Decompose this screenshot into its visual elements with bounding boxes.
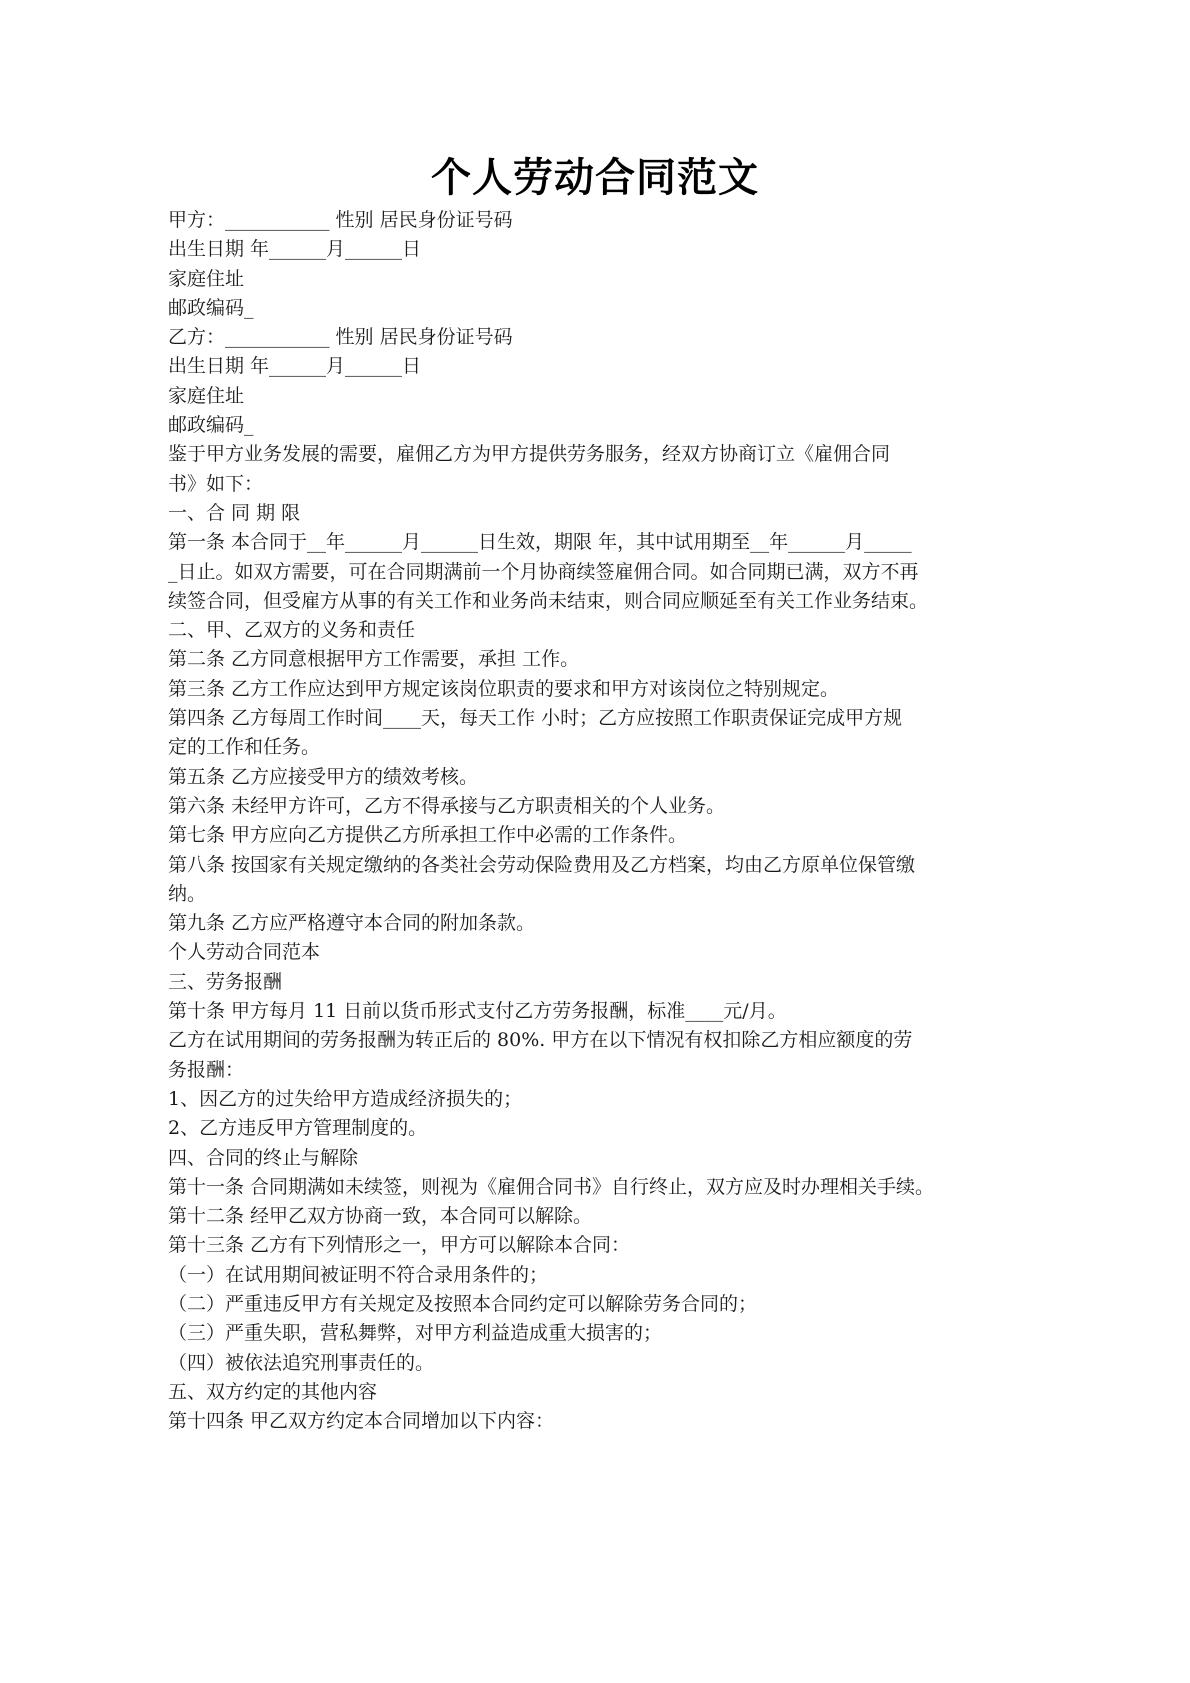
party-a-address: 家庭住址 bbox=[168, 267, 245, 290]
article-line: 第四条 乙方每周工作时间____天，每天工作 小时；乙方应按照工作职责保证完成甲方规 bbox=[168, 707, 903, 730]
party-a-birthdate: 出生日期 年______月______日 bbox=[168, 238, 422, 261]
document-title: 个人劳动合同范文 bbox=[431, 155, 759, 201]
article-line: 第十三条 乙方有下列情形之一，甲方可以解除本合同： bbox=[168, 1234, 631, 1257]
article-line: 第十条 甲方每月 11 日前以货币形式支付乙方劳务报酬，标准____元/月。 bbox=[168, 1000, 787, 1023]
article-line: 续签合同，但受雇方从事的有关工作和业务尚未结束，则合同应顺延至有关工作业务结束。 bbox=[168, 589, 929, 612]
document-body bbox=[168, 206, 1028, 1436]
article-line: 第六条 未经甲方许可，乙方不得承接与乙方职责相关的个人业务。 bbox=[168, 794, 726, 817]
article-line: 第五条 乙方应接受甲方的绩效考核。 bbox=[168, 765, 479, 788]
party-b-postcode: 邮政编码_ bbox=[168, 414, 254, 437]
preamble-line: 鉴于甲方业务发展的需要，雇佣乙方为甲方提供劳务服务，经双方协商订立《雇佣合同 bbox=[168, 443, 891, 466]
party-b-address: 家庭住址 bbox=[168, 384, 245, 407]
party-b-line: 乙方：___________ 性别 居民身份证号码 bbox=[168, 326, 513, 349]
article-line: 第一条 本合同于__年______月______日生效，期限 年，其中试用期至__年______月_____ bbox=[168, 531, 912, 554]
party-a-postcode: 邮政编码_ bbox=[168, 296, 254, 319]
list-item: （三）严重失职，营私舞弊，对甲方利益造成重大损害的； bbox=[168, 1322, 663, 1345]
party-b-birthdate: 出生日期 年______月______日 bbox=[168, 355, 422, 378]
article-line: 第三条 乙方工作应达到甲方规定该岗位职责的要求和甲方对该岗位之特别规定。 bbox=[168, 677, 840, 700]
section-heading: 二、甲、乙双方的义务和责任 bbox=[168, 619, 416, 642]
subtitle-line: 个人劳动合同范本 bbox=[168, 941, 321, 964]
list-item: （四）被依法追究刑事责任的。 bbox=[168, 1351, 435, 1374]
preamble-line: 书》如下： bbox=[168, 472, 264, 495]
party-a-line: 甲方：___________ 性别 居民身份证号码 bbox=[168, 209, 513, 231]
article-line: _日止。如双方需要，可在合同期满前一个月协商续签雇佣合同。如合同期已满，双方不再 bbox=[168, 560, 919, 583]
list-item: 2、乙方违反甲方管理制度的。 bbox=[168, 1117, 428, 1140]
list-item: 1、因乙方的过失给甲方造成经济损失的； bbox=[168, 1087, 523, 1110]
article-line: 第九条 乙方应严格遵守本合同的附加条款。 bbox=[168, 912, 536, 935]
article-line: 乙方在试用期间的劳务报酬为转正后的 80%. 甲方在以下情况有权扣除乙方相应额度的劳 bbox=[168, 1029, 913, 1052]
section-heading: 四、合同的终止与解除 bbox=[168, 1146, 359, 1169]
article-line: 第二条 乙方同意根据甲方工作需要，承担 工作。 bbox=[168, 648, 580, 671]
article-line: 务报酬： bbox=[168, 1058, 245, 1081]
article-line: 纳。 bbox=[168, 882, 207, 905]
section-heading: 五、双方约定的其他内容 bbox=[168, 1380, 378, 1403]
article-line: 第十二条 经甲乙双方协商一致，本合同可以解除。 bbox=[168, 1205, 593, 1228]
list-item: （一）在试用期间被证明不符合录用条件的； bbox=[168, 1263, 549, 1286]
article-line: 第十一条 合同期满如未续签，则视为《雇佣合同书》自行终止，双方应及时办理相关手续。 bbox=[168, 1175, 935, 1198]
article-line: 第八条 按国家有关规定缴纳的各类社会劳动保险费用及乙方档案，均由乙方原单位保管缴 bbox=[168, 853, 916, 876]
article-line: 定的工作和任务。 bbox=[168, 736, 321, 759]
section-heading: 三、劳务报酬 bbox=[168, 970, 283, 993]
article-line: 第七条 甲方应向乙方提供乙方所承担工作中必需的工作条件。 bbox=[168, 824, 688, 847]
section-heading: 一、合 同 期 限 bbox=[168, 501, 301, 524]
article-line: 第十四条 甲乙双方约定本合同增加以下内容： bbox=[168, 1410, 555, 1433]
list-item: （二）严重违反甲方有关规定及按照本合同约定可以解除劳务合同的； bbox=[168, 1292, 758, 1315]
